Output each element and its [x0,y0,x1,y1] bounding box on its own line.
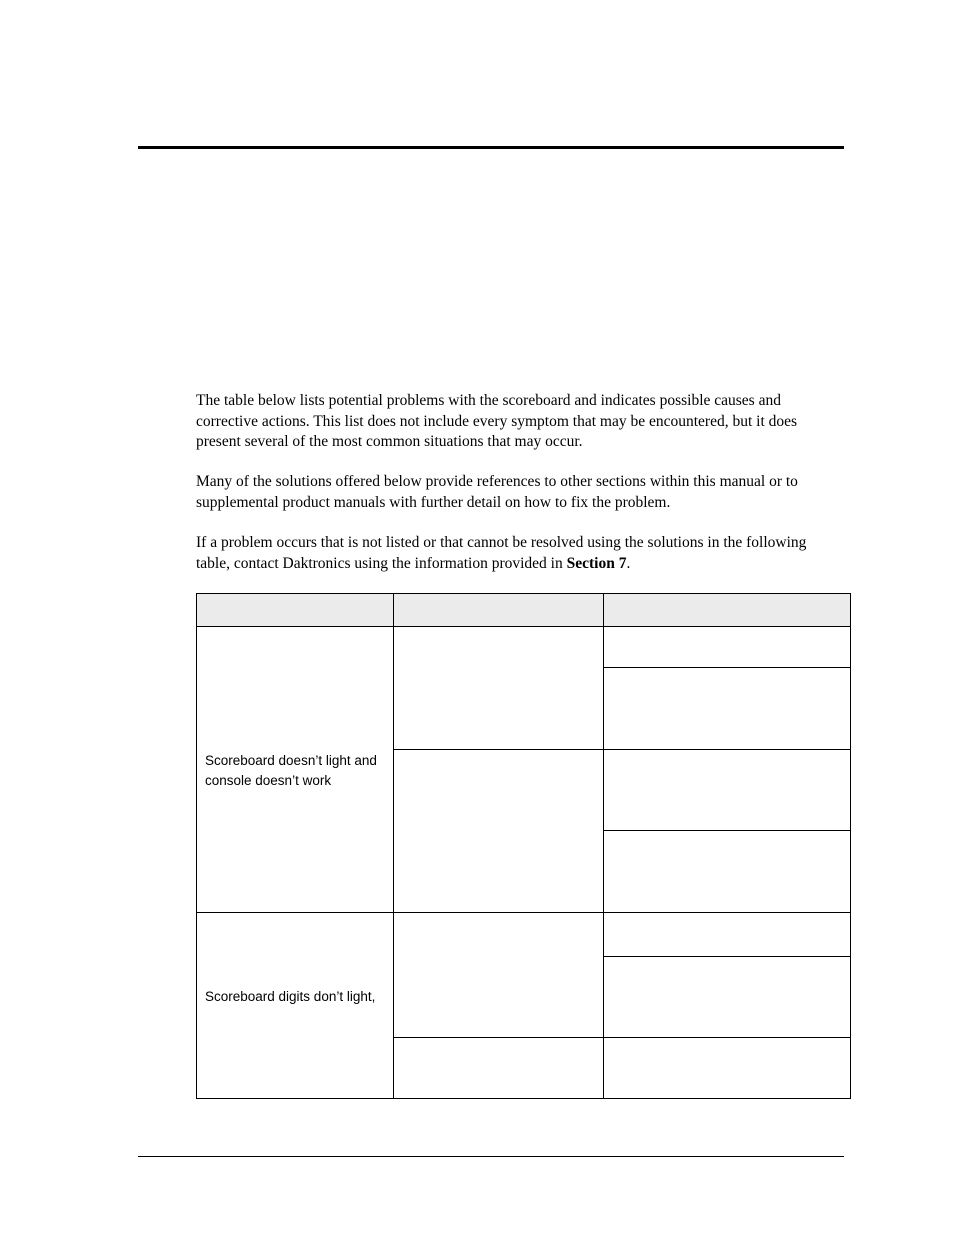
footer-rule [138,1156,844,1157]
intro-paragraph-2: Many of the solutions offered below provide references to other sections within this manual or to supplemental product manuals with further detail on how to fix the problem. [196,473,798,511]
symptom-cell: Scoreboard digits don’t light, [205,989,376,1004]
intro-paragraph-1: The table below lists potential problems with the scoreboard and indicates possible causes and corrective actions. This list does not include every symptom that may be encountered, but it does present several of the most common situations that may occur. [196,392,798,450]
section-reference: Section 7 [566,554,627,572]
symptom-cell: Scoreboard doesn’t light and console doesn’t work [205,753,377,788]
intro-paragraph-3-text: If a problem occurs that is not listed or that cannot be resolved using the solutions in the following table, contact Daktronics using the information provided in [196,534,807,572]
table-header-row [197,594,850,626]
intro-paragraph-3-end: . [626,554,631,572]
